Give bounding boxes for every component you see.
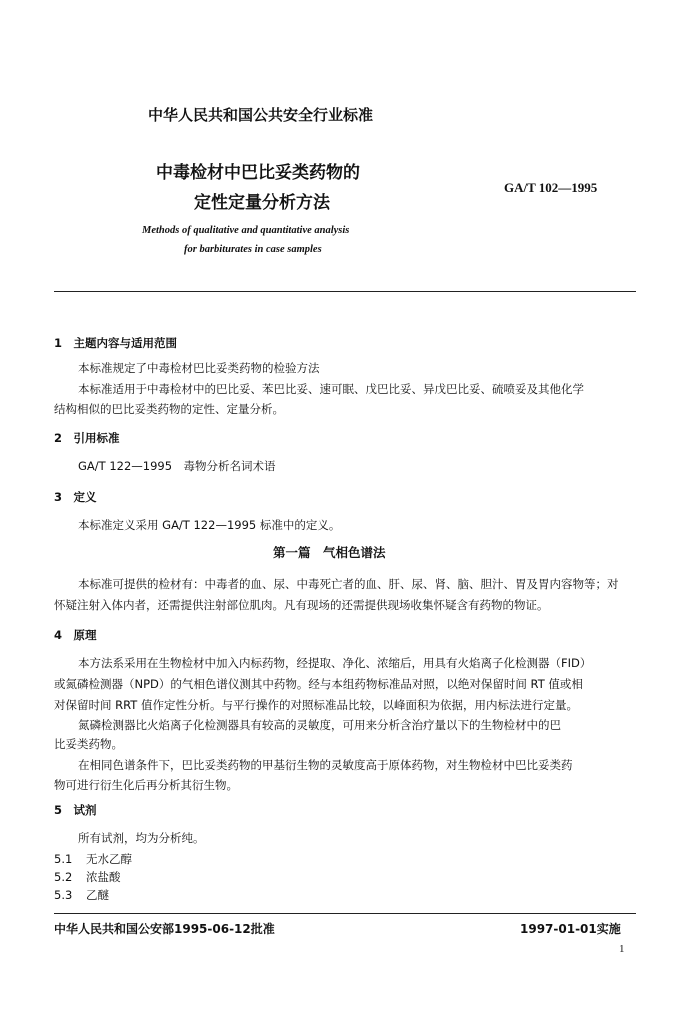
section-3-heading: 3 定义 [54, 490, 97, 504]
doc-title-line2: 定性定量分析方法 [194, 193, 330, 213]
part-1-title: 第一篇 气相色谱法 [273, 545, 386, 560]
reference-standard: GA/T 122—1995 毒物分析名词术语 [78, 459, 276, 473]
approval-line: 中华人民共和国公安部1995-06-12批准 [54, 922, 275, 936]
list-item [54, 849, 132, 869]
list-item [54, 867, 121, 887]
effective-date: 1997-01-01实施 [520, 922, 621, 936]
list-item-text: 乙醚 [86, 888, 109, 902]
english-title-line1: Methods of qualitative and quantitative analysis [142, 225, 350, 236]
section-4-para-3-line-1: 在相同色谱条件下，巴比妥类药物的甲基衍生物的灵敏度高于原体药物，对生物检材中巴比妥类药 [78, 758, 573, 772]
section-1-para-2-line-2: 结构相似的巴比妥类药物的定性、定量分析。 [54, 402, 284, 416]
section-1-heading: 1 主题内容与适用范围 [54, 336, 178, 350]
section-2-heading: 2 引用标准 [54, 431, 120, 445]
section-1-para-2-line-1: 本标准适用于中毒检材中的巴比妥、苯巴比妥、速可眠、戊巴比妥、异戊巴比妥、硫喷妥及其他化学 [78, 382, 584, 396]
standard-org: 中华人民共和国公共安全行业标准 [148, 106, 374, 124]
section-5-heading: 5 试剂 [54, 803, 97, 817]
page-number: 1 [619, 943, 625, 955]
list-item-text: 无水乙醇 [86, 852, 132, 866]
list-item [54, 885, 109, 905]
doc-title-line1: 中毒检材中巴比妥类药物的 [156, 163, 360, 183]
part-1-para-line-1: 本标准可提供的检材有：中毒者的血、尿、中毒死亡者的血、肝、尿、肾、脑、胆汁、胃及胃内容物等；对 [78, 577, 619, 591]
section-4-para-1-line-3: 对保留时间 RRT 值作定性分析。与平行操作的对照标准品比较，以峰面积为依据，用内标法进行定量。 [54, 698, 578, 712]
part-1-para-line-2: 怀疑注射入体内者，还需提供注射部位肌肉。凡有现场的还需提供现场收集怀疑含有药物的物证。 [54, 598, 549, 612]
list-item-number: 5.3 [54, 888, 73, 902]
section-3-para: 本标准定义采用 GA/T 122—1995 标准中的定义。 [78, 518, 341, 532]
english-title-line2: for barbiturates in case samples [184, 244, 322, 255]
list-item-text: 浓盐酸 [86, 870, 121, 884]
section-4-para-2-line-2: 比妥类药物。 [54, 737, 123, 751]
standard-number: GA/T 102—1995 [504, 180, 598, 195]
section-5-para: 所有试剂，均为分析纯。 [78, 831, 205, 845]
footer-rule [54, 913, 636, 914]
list-item-number: 5.2 [54, 870, 73, 884]
section-1-para-1: 本标准规定了中毒检材巴比妥类药物的检验方法 [78, 361, 320, 375]
section-4-para-2-line-1: 氮磷检测器比火焰离子化检测器具有较高的灵敏度，可用来分析含治疗量以下的生物检材中的巴 [78, 718, 561, 732]
section-4-heading: 4 原理 [54, 628, 97, 642]
header-rule [54, 291, 636, 292]
section-4-para-1-line-2: 或氮磷检测器（NPD）的气相色谱仪测其中药物。经与本组药物标准品对照，以绝对保留时间 RT 值或相 [54, 677, 583, 691]
list-item-number: 5.1 [54, 852, 73, 866]
section-4-para-3-line-2: 物可进行衍生化后再分析其衍生物。 [54, 778, 238, 792]
section-4-para-1-line-1: 本方法系采用在生物检材中加入内标药物，经提取、净化、浓缩后，用具有火焰离子化检测器（FID） [78, 656, 592, 670]
